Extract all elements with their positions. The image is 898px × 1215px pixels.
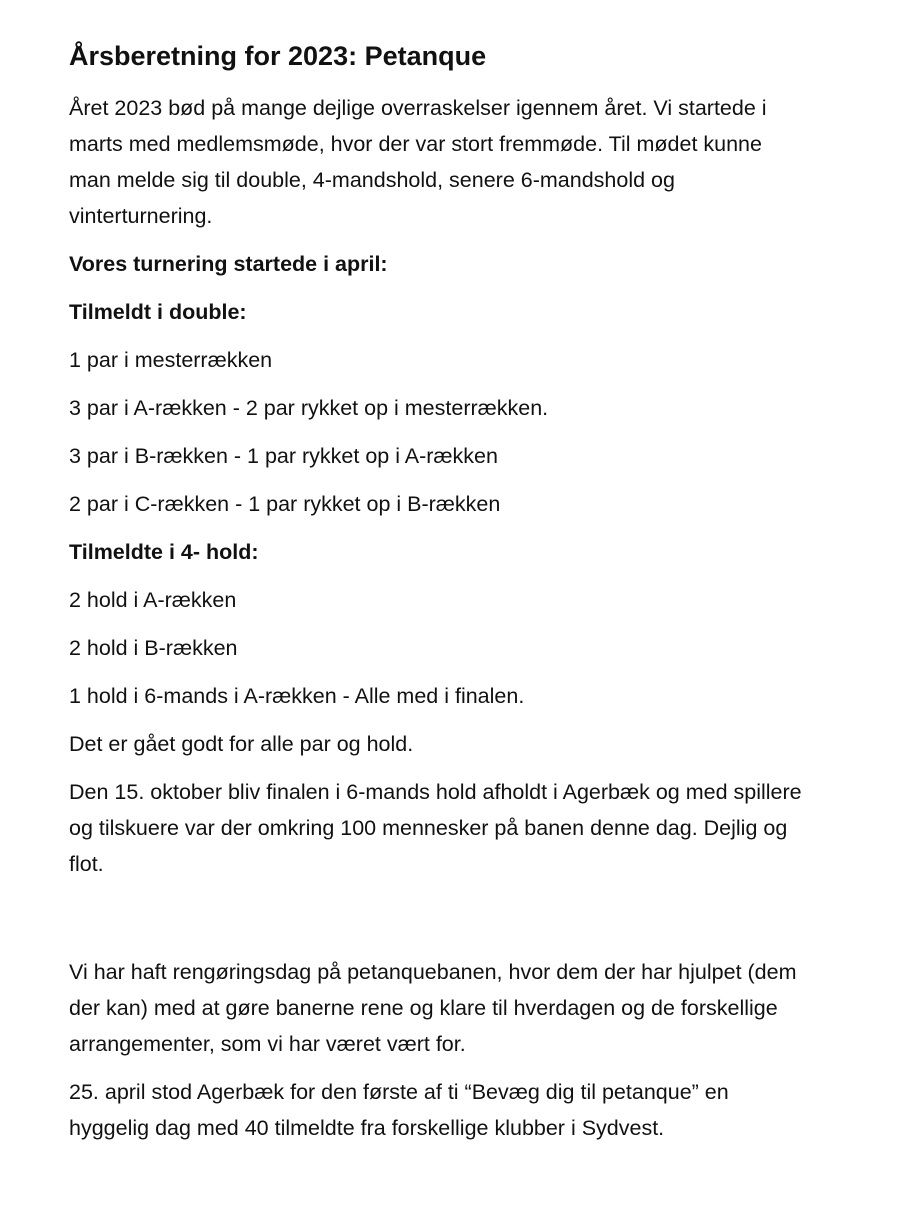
double-item: 1 par i mesterrækken: [69, 348, 273, 372]
tournament-heading: Vores turnering startede i april:: [69, 252, 388, 276]
cleaning-paragraph: Vi har haft rengøringsdag på petanquebanen, hvor dem der har hjulpet (dem der kan) med at gøre banerne rene og klare til hverdagen og de forskellige arrangementer, som vi har været vært for.: [69, 960, 797, 1056]
hold-item: 2 hold i A-rækken: [69, 588, 237, 612]
blank-line: [69, 894, 869, 954]
april-paragraph: 25. april stod Agerbæk for den første af ti “Bevæg dig til petanque” en hyggelig dag med 40 tilmeldte fra forskellige klubber i Sydvest.: [69, 1080, 729, 1140]
double-item: 3 par i B-rækken - 1 par rykket op i A-rækken: [69, 444, 498, 468]
double-heading: Tilmeldt i double:: [69, 300, 247, 324]
document-page: [69, 36, 869, 1158]
final-paragraph: Den 15. oktober bliv finalen i 6-mands hold afholdt i Agerbæk og med spillere og tilskuere var der omkring 100 mennesker på banen denne dag. Dejlig og flot.: [69, 780, 802, 876]
double-item: 3 par i A-rækken - 2 par rykket op i mesterrækken.: [69, 396, 549, 420]
four-hold-heading: Tilmeldte i 4- hold:: [69, 540, 259, 564]
document-title: Årsberetning for 2023: Petanque: [69, 41, 487, 71]
intro-paragraph: Året 2023 bød på mange dejlige overraskelser igennem året. Vi startede i marts med medlemsmøde, hvor der var stort fremmøde. Til mødet kunne man melde sig til double, 4-mandshold, senere 6-mandshold og vinterturnering.: [69, 96, 767, 228]
hold-item: 1 hold i 6-mands i A-rækken - Alle med i finalen.: [69, 684, 525, 708]
hold-item: 2 hold i B-rækken: [69, 636, 238, 660]
double-item: 2 par i C-rækken - 1 par rykket op i B-rækken: [69, 492, 501, 516]
summary-paragraph: Det er gået godt for alle par og hold.: [69, 732, 414, 756]
